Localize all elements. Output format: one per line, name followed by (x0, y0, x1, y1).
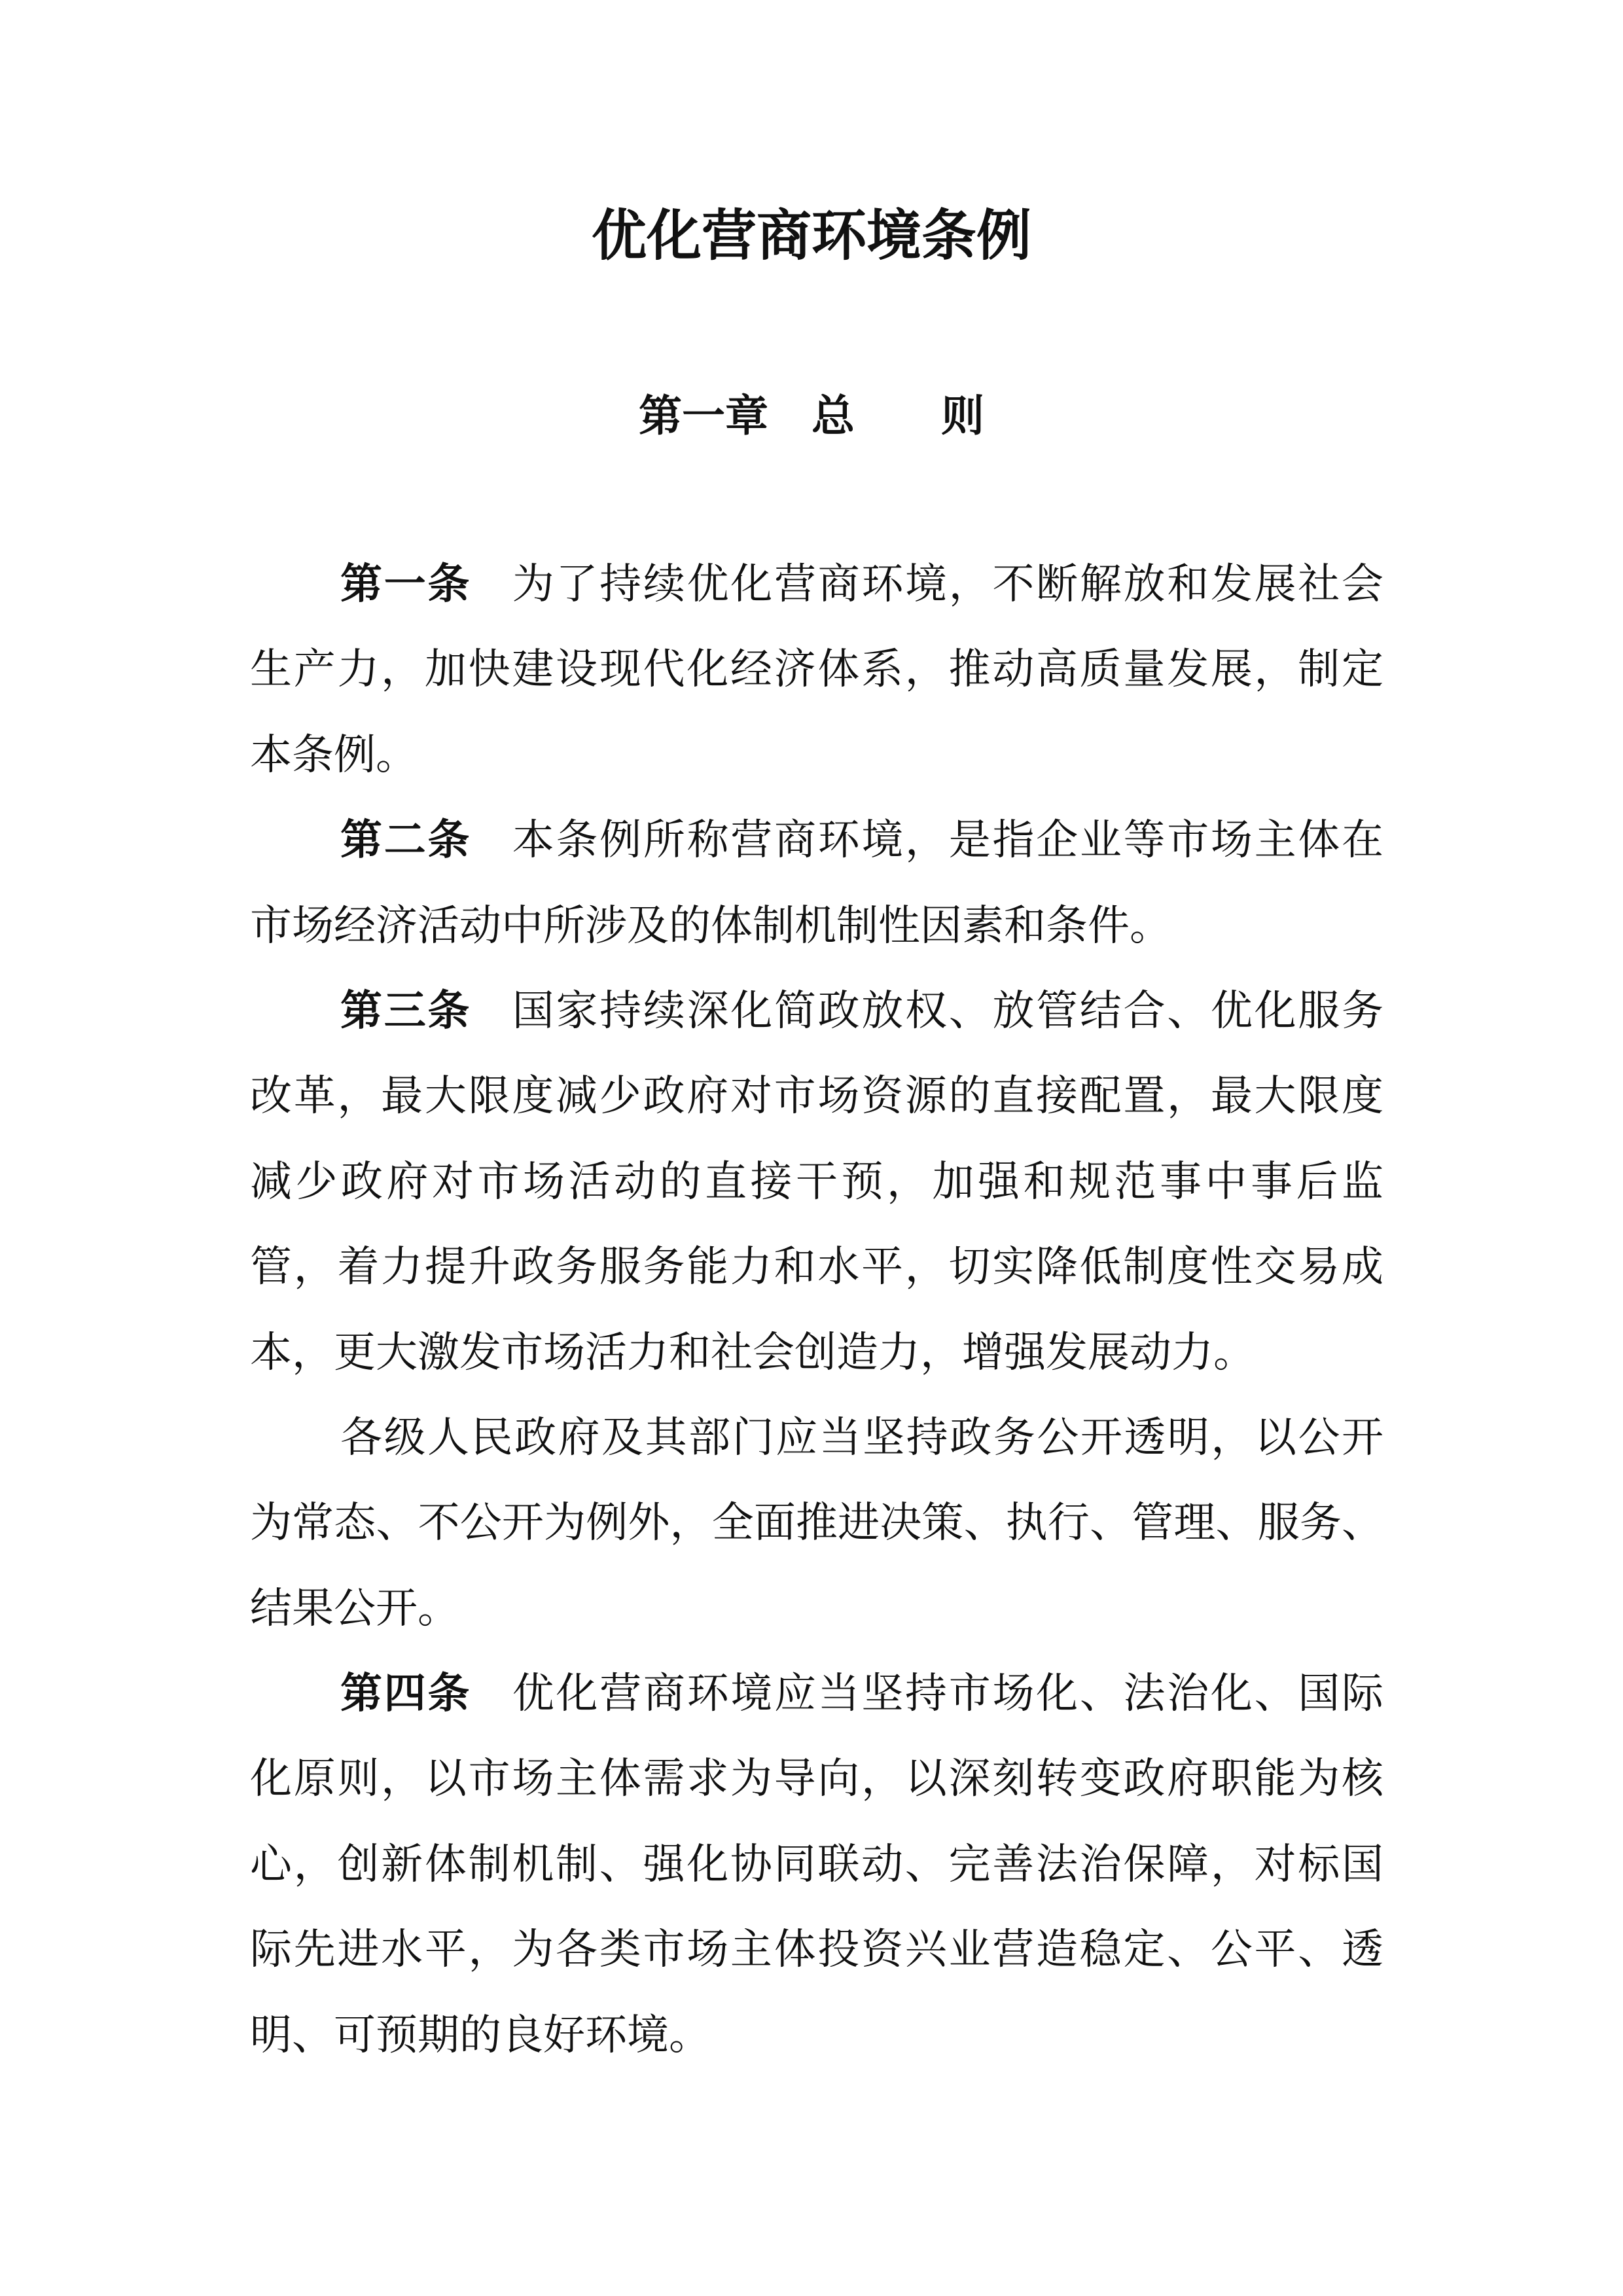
text-line (250, 1395, 1383, 1480)
line-text: 改革，最大限度减少政府对市场资源的直接配置，最大限度 (250, 1072, 1383, 1121)
text-line (250, 1993, 1383, 2078)
article-paragraph (250, 969, 1383, 1395)
document-body (250, 542, 1383, 2078)
line-text: 管，着力提升政务服务能力和水平，切实降低制度性交易成 (250, 1243, 1383, 1292)
text-line (250, 884, 1383, 969)
line-text: 心，创新体制机制、强化协同联动、完善法治保障，对标国 (250, 1840, 1383, 1889)
article-label: 第一条 (340, 560, 472, 609)
line-text: 市场经济活动中所涉及的体制机制性因素和条件。 (250, 901, 1171, 950)
line-text: 化原则，以市场主体需求为导向，以深刻转变政府职能为核 (250, 1755, 1383, 1804)
line-text: 各级人民政府及其部门应当坚持政务公开透明，以公开 (340, 1413, 1383, 1462)
line-text: 本条例。 (250, 730, 418, 780)
text-line (250, 542, 1383, 627)
line-text: 减少政府对市场活动的直接干预，加强和规范事中事后监 (250, 1157, 1383, 1206)
text-line (250, 1139, 1383, 1225)
text-line (250, 1736, 1383, 1821)
text-line (250, 1225, 1383, 1310)
article-paragraph (250, 798, 1383, 969)
text-line (250, 713, 1383, 798)
article-paragraph (250, 1651, 1383, 2078)
line-text: 为常态、不公开为例外，全面推进决策、执行、管理、服务、 (250, 1499, 1383, 1548)
chapter-heading: 第一章 总 则 (639, 390, 984, 441)
text-line (250, 1054, 1383, 1139)
text-line (250, 1822, 1383, 1907)
document-title: 优化营商环境条例 (591, 203, 1031, 268)
text-line (250, 1651, 1383, 1736)
text-line (250, 1480, 1383, 1566)
line-text: 本条例所称营商环境，是指企业等市场主体在 (510, 816, 1384, 865)
article-paragraph (250, 542, 1383, 798)
line-text: 明、可预期的良好环境。 (250, 2011, 711, 2060)
text-line (250, 969, 1383, 1054)
article-label: 第二条 (340, 816, 472, 865)
article-paragraph (250, 1395, 1383, 1651)
line-text: 生产力，加快建设现代化经济体系，推动高质量发展，制定 (250, 645, 1383, 694)
line-text: 国家持续深化简政放权、放管结合、优化服务 (510, 986, 1384, 1035)
text-line (250, 798, 1383, 883)
line-text: 际先进水平，为各类市场主体投资兴业营造稳定、公平、透 (250, 1926, 1383, 1975)
text-line (250, 1310, 1383, 1395)
line-text: 本，更大激发市场活力和社会创造力，增强发展动力。 (250, 1328, 1255, 1377)
line-text: 优化营商环境应当坚持市场化、法治化、国际 (510, 1670, 1384, 1719)
line-text: 结果公开。 (250, 1584, 459, 1633)
article-label: 第四条 (340, 1669, 472, 1719)
article-label: 第三条 (340, 986, 472, 1035)
line-text: 为了持续优化营商环境，不断解放和发展社会 (510, 560, 1384, 609)
text-line (250, 1907, 1383, 1992)
text-line (250, 627, 1383, 712)
text-line (250, 1566, 1383, 1651)
